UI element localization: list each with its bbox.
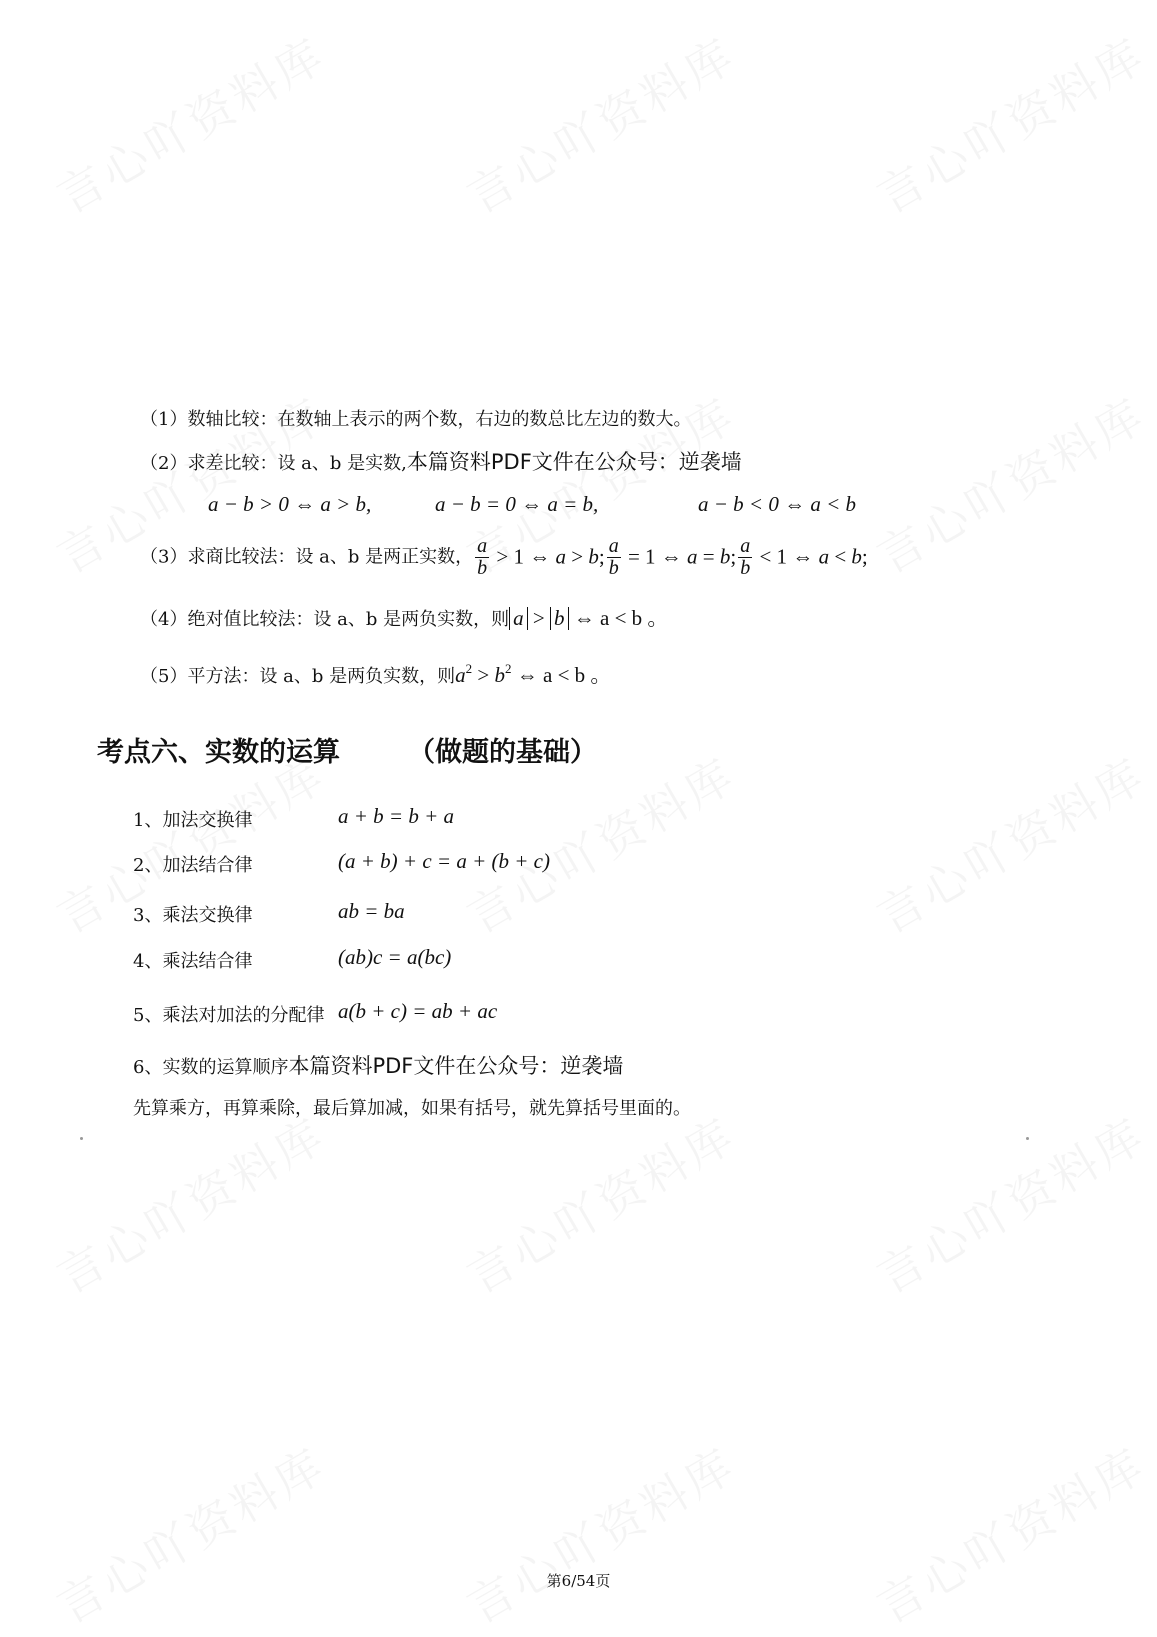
law-formula: a + b = b + a (338, 804, 455, 828)
pdf-note: 本篇资料PDF文件在公众号：逆袭墙 (406, 450, 742, 474)
watermark-text (454, 19, 747, 226)
compare-item-3 (140, 536, 868, 579)
law-formula: (a + b) + c = a + (b + c) (338, 849, 550, 873)
watermark-text (454, 1429, 747, 1636)
law-formula: (ab)c = a(bc) (338, 945, 452, 969)
fraction-a-over-b: $\frac{a}{b}$ (740, 535, 751, 579)
watermark-text (864, 379, 1157, 586)
quotient-formula: $\frac{a}{b}$ > 1 ⇔ a > b; $\frac{a}{b}$ = 1 ⇔ a = b; $\frac{a}{b}$ < 1 ⇔ a < b; (477, 535, 868, 579)
law-label: 2、加法结合律 (133, 855, 253, 876)
compare-item-4-label: （4）绝对值比较法：设 a、b 是两负实数，则 (140, 609, 510, 630)
law-formula: ab = ba (338, 899, 405, 923)
compare-item-4 (140, 602, 668, 632)
pdf-note: 本篇资料PDF文件在公众号：逆袭墙 (288, 1054, 624, 1078)
scan-mark (80, 1137, 83, 1140)
watermark-text (864, 739, 1157, 946)
square-formula-tail: ⇔ a < b 。 (516, 663, 612, 687)
compare-item-3-label: （3）求商比较法：设 a、b 是两正实数， (140, 546, 474, 568)
law-label: 1、加法交换律 (133, 810, 253, 831)
law-label: 3、乘法交换律 (133, 905, 253, 926)
watermark-text (44, 1099, 337, 1306)
order-heading (133, 1050, 623, 1080)
abs-formula: a > b (509, 606, 574, 630)
diff-formula-gt: a − b > 0 ⇔ a > b, (208, 492, 372, 516)
compare-item-5 (140, 659, 611, 689)
square-formula: $a^2 > b^2$ (455, 661, 512, 687)
watermark-text (454, 739, 747, 946)
watermark-text (454, 1099, 747, 1306)
watermark-text (864, 19, 1157, 226)
section-title: 考点六、实数的运算 (97, 737, 340, 768)
watermark-text (44, 19, 337, 226)
diff-formula-lt: a − b < 0 ⇔ a < b (698, 492, 857, 516)
diff-formula-eq: a − b = 0 ⇔ a = b, (435, 492, 599, 516)
watermark-text (864, 1099, 1157, 1306)
watermark-text (864, 1429, 1157, 1636)
order-label: 6、实数的运算顺序 (133, 1057, 289, 1078)
compare-item-1: （1）数轴比较：在数轴上表示的两个数，右边的数总比左边的数大。 (140, 409, 692, 430)
law-formula: a(b + c) = ab + ac (338, 999, 498, 1023)
compare-item-2-label: （2）求差比较：设 a、b 是实数, (140, 453, 407, 474)
compare-item-5-label: （5）平方法：设 a、b 是两负实数，则 (140, 666, 456, 687)
fraction-a-over-b: $\frac{a}{b}$ (477, 535, 488, 579)
compare-item-2 (140, 446, 742, 476)
section-subtitle: （做题的基础） (408, 737, 597, 768)
section-heading (97, 730, 597, 769)
page-number: 第6/54页 (546, 1572, 611, 1590)
law-label: 4、乘法结合律 (133, 951, 253, 972)
watermark-text (44, 1429, 337, 1636)
fraction-a-over-b: $\frac{a}{b}$ (608, 535, 619, 579)
law-label: 5、乘法对加法的分配律 (133, 1005, 325, 1026)
abs-formula-tail: ⇔ a < b 。 (573, 606, 669, 630)
scan-mark (1026, 1137, 1029, 1140)
order-text: 先算乘方，再算乘除，最后算加减，如果有括号，就先算括号里面的。 (133, 1098, 691, 1119)
